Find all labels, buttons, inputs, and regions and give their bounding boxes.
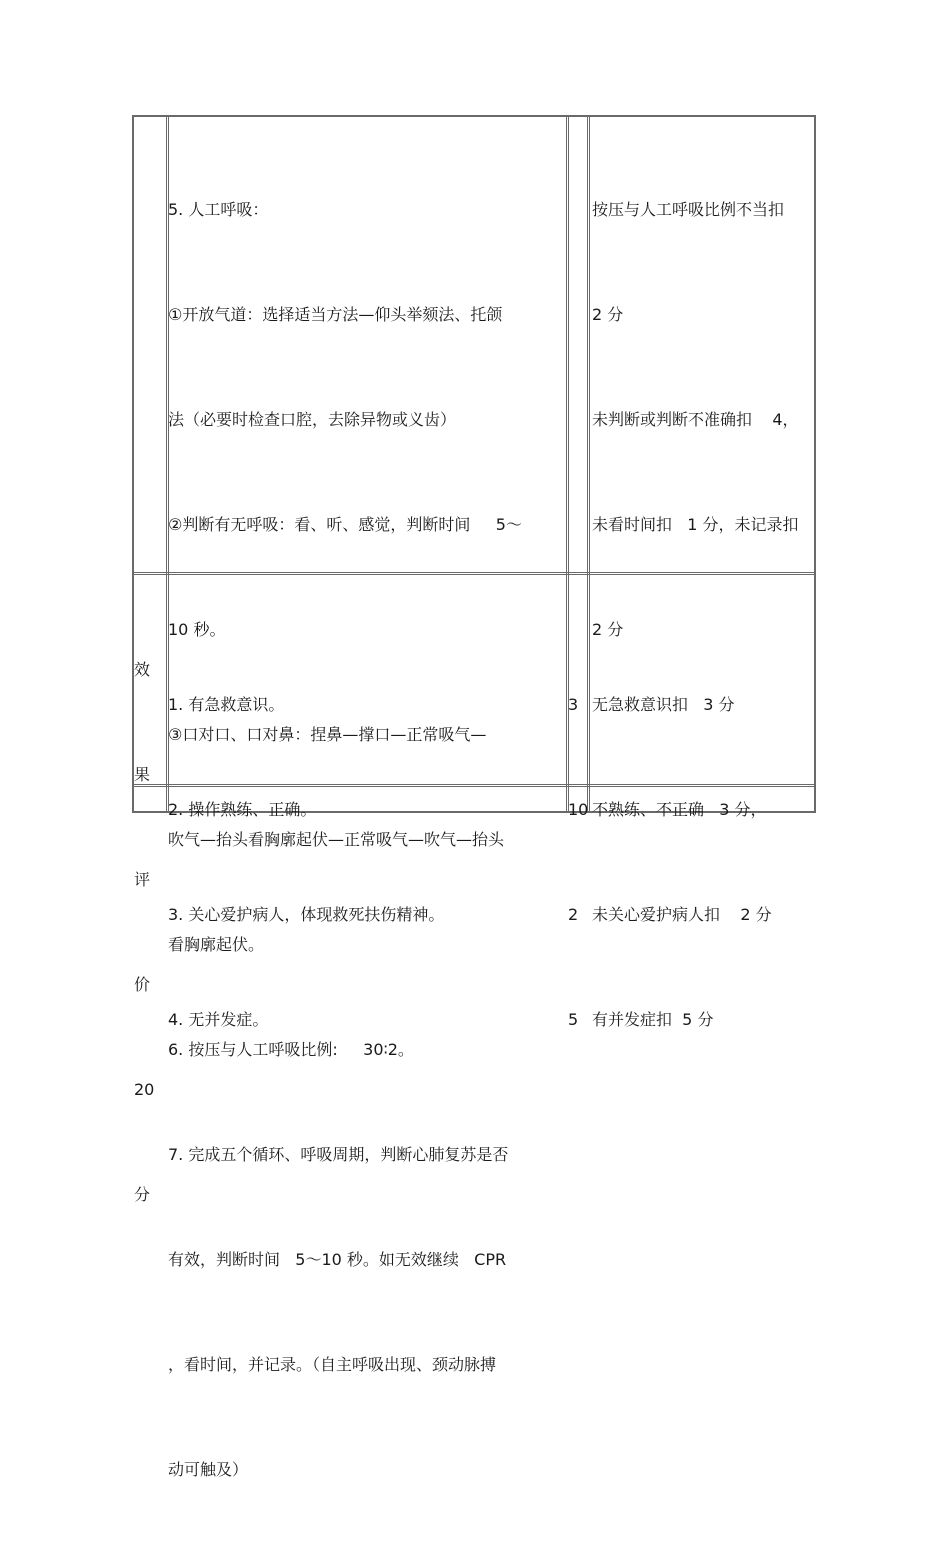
content-line: ②判断有无呼吸：看、听、感觉，判断时间 5～ [168, 515, 522, 534]
content-line: ①开放气道：选择适当方法—仰头举颏法、托颌 [168, 305, 503, 324]
content-line: 有效，判断时间 5～10 秒。如无效继续 CPR [168, 1250, 507, 1269]
content-line: 1. 有急救意识。 [168, 695, 285, 714]
content-line: 法（必要时检查口腔，去除异物或义齿） [168, 410, 457, 429]
score-line: 3 [568, 695, 579, 714]
score-line: 5 [568, 1010, 579, 1029]
scoring-table [132, 115, 816, 1479]
row2-deduction-cell [592, 617, 772, 1107]
deduction-line: 未关心爱护病人扣 2 分 [592, 905, 772, 924]
content-line: 10 秒。 [168, 620, 226, 639]
category-line: 效 [134, 660, 151, 679]
content-line: 吹气—抬头看胸廓起伏—正常吸气—吹气—抬头 [168, 830, 505, 849]
content-line: 5. 人工呼吸： [168, 200, 269, 219]
deduction-line: 2 分 [592, 620, 624, 639]
row2-content-cell [168, 617, 444, 1107]
content-line: ，看时间，并记录。（自主呼吸出现、颈动脉搏 [168, 1355, 497, 1374]
content-line: 2. 操作熟练、正确。 [168, 800, 317, 819]
category-line: 20 [134, 1080, 155, 1099]
category-line: 果 [134, 765, 151, 784]
deduction-line: 未看时间扣 1 分，未记录扣 [592, 515, 799, 534]
score-line: 10 [568, 800, 589, 819]
deduction-line: 不熟练、不正确 3 分， [592, 800, 767, 819]
category-line: 分 [134, 1185, 151, 1204]
deduction-line: 2 分 [592, 305, 624, 324]
deduction-line: 未判断或判断不准确扣 4， [592, 410, 799, 429]
row2-category-cell [134, 582, 154, 1282]
deduction-line: 无急救意识扣 3 分 [592, 695, 735, 714]
content-line: 7. 完成五个循环、呼吸周期，判断心肺复苏是否 [168, 1145, 509, 1164]
category-line: 价 [134, 975, 151, 994]
content-line: 3. 关心爱护病人，体现救死扶伤精神。 [168, 905, 445, 924]
category-line: 评 [134, 870, 151, 889]
content-line: 6. 按压与人工呼吸比例: 30∶2。 [168, 1040, 414, 1059]
row2-score-cell [568, 617, 588, 1107]
content-line: 看胸廓起伏。 [168, 935, 265, 954]
content-line: ③口对口、口对鼻：捏鼻—撑口—正常吸气— [168, 725, 487, 744]
deduction-line: 按压与人工呼吸比例不当扣 [592, 200, 785, 219]
content-line: 动可触及） [168, 1460, 249, 1479]
score-line: 2 [568, 905, 579, 924]
content-line: 4. 无并发症。 [168, 1010, 269, 1029]
deduction-line: 有并发症扣 5 分 [592, 1010, 714, 1029]
